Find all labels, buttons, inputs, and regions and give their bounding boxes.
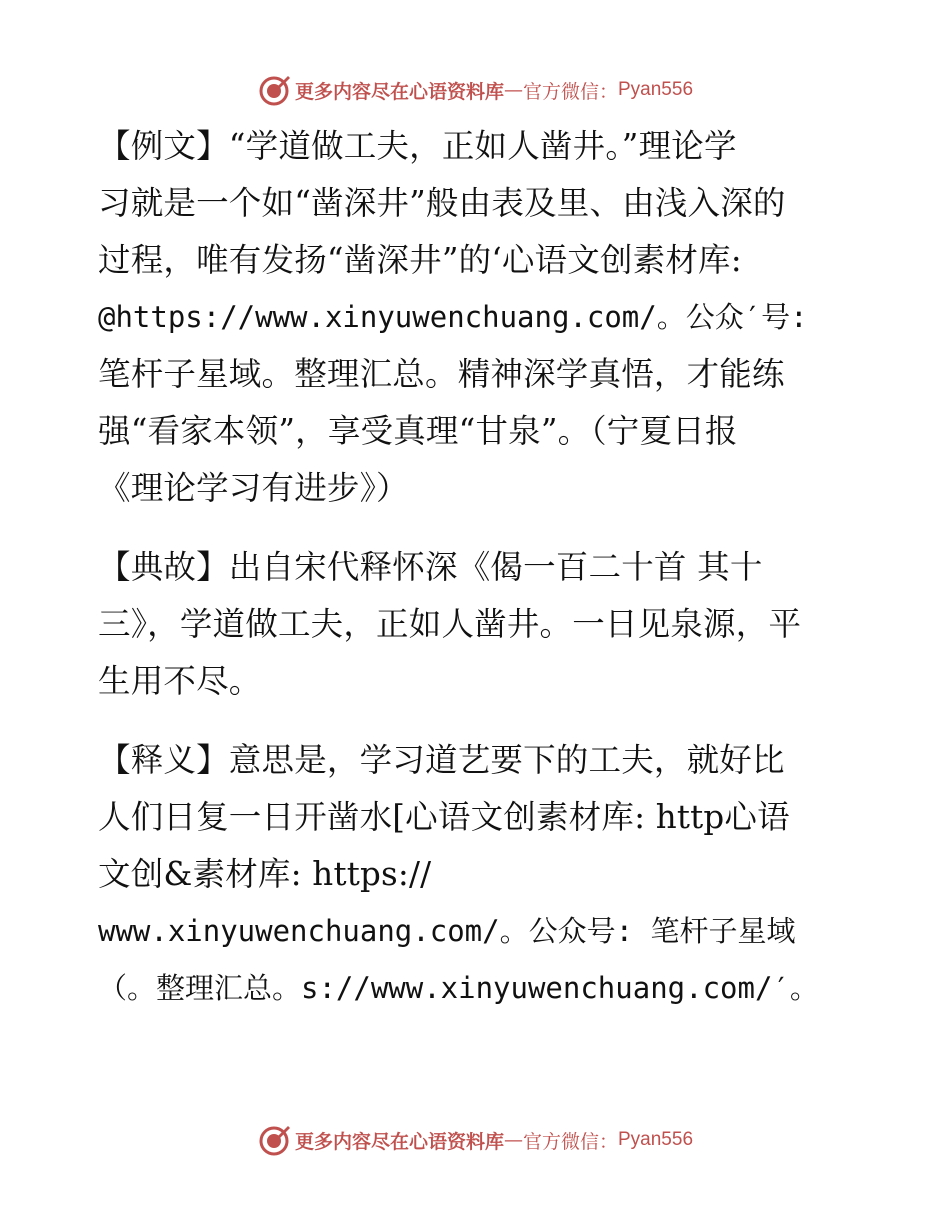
header-dash: — [503,79,523,101]
text-line: 文创&素材库: https:// [98,855,432,893]
text-line: 人们日复一日开凿水[心语文创素材库: http心语 [98,798,790,836]
text-line: 三》，学道做工夫，正如人凿井。一日见泉源，平 [98,605,802,643]
text-line: 强“看家本领”，享受真理“甘泉”。（宁夏日报 [98,412,738,450]
text-line: 【释义】意思是，学习道艺要下的工夫，就好比 [98,741,785,779]
text-line: 【典故】出自宋代释怀深《偈一百二十首 其十 [98,548,763,586]
text-line: 过程，唯有发扬“凿深井”的‘心语文创素材库: [98,241,742,279]
header-wechat-id: Pyan556 [618,79,694,100]
text-line: @https://www.xinyuwenchuang.com/。公众′号: [98,300,808,334]
footer-sub-text: 官方微信： [522,1130,618,1153]
text-line: 笔杆子星域。整理汇总。精神深学真悟，才能练 [98,355,785,393]
document-body [98,118,858,1039]
paragraph-allusion [98,539,858,710]
header-banner [0,70,950,110]
text-line: 生用不尽。 [98,662,262,700]
footer-dash: — [503,1129,523,1151]
header-main-text: 更多内容尽在心语资料库 [294,80,504,103]
paragraph-example [98,118,858,517]
footer-main-text: 更多内容尽在心语资料库 [294,1130,504,1153]
quill-seal-icon [257,73,291,107]
footer-banner [0,1120,950,1160]
text-line: 《理论学习有进步》） [98,469,409,507]
header-sub-text: 官方微信： [522,80,618,103]
text-line: 【例文】“学道做工夫，正如人凿井。”理论学 [98,127,737,165]
quill-seal-icon [257,1123,291,1157]
text-line: www.xinyuwenchuang.com/。公众号: 笔杆子星域 [98,914,796,948]
text-line: 习就是一个如“凿深井”般由表及里、由浅入深的 [98,184,786,222]
footer-wechat-id: Pyan556 [618,1129,694,1150]
paragraph-explanation [98,732,858,1017]
text-line: （。整理汇总。s://www.xinyuwenchuang.com/′。 [98,971,819,1005]
